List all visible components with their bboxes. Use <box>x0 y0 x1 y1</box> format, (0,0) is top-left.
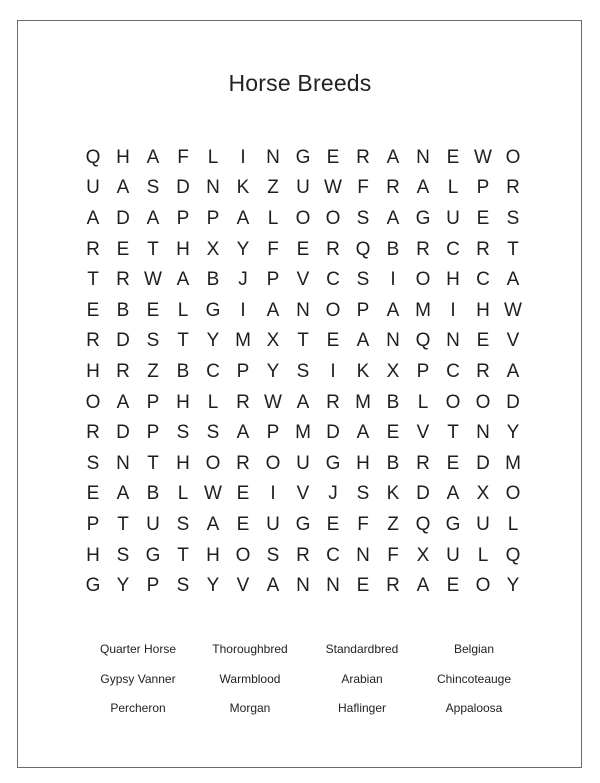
grid-letter: S <box>86 452 100 474</box>
grid-letter: D <box>116 422 130 444</box>
grid-letter: A <box>116 391 130 413</box>
grid-letter: B <box>386 391 400 413</box>
word-list-item: Standardbred <box>325 642 399 656</box>
grid-letter: V <box>416 422 430 444</box>
grid-letter: O <box>415 269 431 291</box>
grid-letter: T <box>87 269 99 291</box>
grid-letter: E <box>146 299 160 321</box>
grid-letter: M <box>235 330 251 352</box>
grid-letter: A <box>116 177 130 199</box>
puzzle-title: Horse Breeds <box>228 70 372 96</box>
grid-letter: Y <box>206 330 220 352</box>
grid-letter: E <box>446 452 460 474</box>
grid-letter: B <box>386 452 400 474</box>
grid-letter: A <box>266 299 280 321</box>
grid-letter: S <box>356 483 370 505</box>
grid-letter: Y <box>116 575 130 597</box>
grid-letter: R <box>326 391 340 413</box>
grid-letter: V <box>506 330 520 352</box>
grid-letter: M <box>295 422 311 444</box>
grid-letter: S <box>176 513 190 535</box>
grid-letter: E <box>446 146 460 168</box>
grid-letter: G <box>85 575 101 597</box>
grid-letter: L <box>207 146 219 168</box>
grid-letter: D <box>506 391 520 413</box>
grid-letter: N <box>476 422 490 444</box>
grid-letter: D <box>416 483 430 505</box>
grid-letter: O <box>205 452 221 474</box>
word-list-item: Chincoteauge <box>436 671 512 686</box>
grid-letter: U <box>296 452 310 474</box>
grid-letter: E <box>386 422 400 444</box>
grid-letter: S <box>146 330 160 352</box>
grid-letter: I <box>240 146 246 168</box>
grid-letter: H <box>86 544 100 566</box>
grid-letter: O <box>475 391 491 413</box>
grid-letter: A <box>446 483 460 505</box>
grid-letter: C <box>446 360 460 382</box>
grid-letter: C <box>476 269 490 291</box>
grid-letter: H <box>176 452 190 474</box>
word-list-item: Haflinger <box>337 701 387 715</box>
grid-letter: F <box>357 513 369 535</box>
grid-letter: E <box>236 513 250 535</box>
grid-letter: R <box>116 269 130 291</box>
grid-letter: R <box>236 452 250 474</box>
grid-letter: E <box>476 330 490 352</box>
grid-letter: D <box>476 452 490 474</box>
grid-letter: R <box>386 575 400 597</box>
grid-letter: L <box>267 207 279 229</box>
grid-letter: Q <box>415 513 431 535</box>
grid-letter: O <box>325 299 341 321</box>
grid-letter: P <box>356 299 370 321</box>
grid-letter: Q <box>415 330 431 352</box>
letter-grid <box>78 142 528 601</box>
grid-letter: A <box>356 330 370 352</box>
word-list-item: Arabian <box>341 671 383 686</box>
grid-letter: F <box>267 238 279 260</box>
grid-letter: M <box>505 452 521 474</box>
grid-letter: W <box>324 177 342 199</box>
grid-letter: L <box>207 391 219 413</box>
grid-letter: P <box>416 360 430 382</box>
word-list <box>82 642 532 731</box>
grid-letter: N <box>386 330 400 352</box>
grid-letter: P <box>86 513 100 535</box>
grid-letter: B <box>386 238 400 260</box>
grid-letter: N <box>266 146 280 168</box>
grid-letter: O <box>505 146 521 168</box>
grid-letter: N <box>296 575 310 597</box>
grid-letter: T <box>147 238 159 260</box>
grid-letter: P <box>266 422 280 444</box>
grid-letter: R <box>326 238 340 260</box>
grid-letter: M <box>415 299 431 321</box>
grid-letter: D <box>176 177 190 199</box>
grid-letter: G <box>295 513 311 535</box>
grid-letter: R <box>476 360 490 382</box>
grid-letter: A <box>176 269 190 291</box>
grid-letter: O <box>325 207 341 229</box>
grid-letter: E <box>326 330 340 352</box>
grid-letter: E <box>446 575 460 597</box>
grid-letter: R <box>86 422 100 444</box>
grid-letter: H <box>446 269 460 291</box>
grid-letter: H <box>116 146 130 168</box>
grid-letter: A <box>416 177 430 199</box>
grid-letter: T <box>117 513 129 535</box>
grid-letter: T <box>447 422 459 444</box>
grid-letter: T <box>147 452 159 474</box>
grid-letter: A <box>506 269 520 291</box>
grid-letter: V <box>296 483 310 505</box>
grid-letter: G <box>145 544 161 566</box>
grid-letter: A <box>356 422 370 444</box>
grid-letter: S <box>356 269 370 291</box>
grid-letter: E <box>86 299 100 321</box>
word-list-item: Belgian <box>453 642 495 656</box>
grid-letter: C <box>206 360 220 382</box>
grid-letter: S <box>176 422 190 444</box>
grid-letter: I <box>270 483 276 505</box>
grid-letter: E <box>326 513 340 535</box>
grid-letter: A <box>266 575 280 597</box>
grid-letter: F <box>177 146 189 168</box>
grid-letter: A <box>116 483 130 505</box>
grid-letter: P <box>206 207 220 229</box>
word-list-item: Gypsy Vanner <box>100 671 176 686</box>
grid-letter: Y <box>506 422 520 444</box>
grid-letter: W <box>204 483 222 505</box>
word-list-item: Thoroughbred <box>212 642 288 656</box>
grid-letter: Y <box>236 238 250 260</box>
grid-letter: I <box>240 299 246 321</box>
grid-letter: X <box>206 238 220 260</box>
grid-letter: T <box>177 330 189 352</box>
grid-letter: Z <box>267 177 279 199</box>
grid-letter: U <box>146 513 160 535</box>
grid-letter: T <box>507 238 519 260</box>
grid-letter: N <box>326 575 340 597</box>
grid-letter: R <box>416 452 430 474</box>
grid-letter: K <box>386 483 400 505</box>
grid-letter: O <box>85 391 101 413</box>
grid-letter: S <box>296 360 310 382</box>
grid-letter: L <box>507 513 519 535</box>
grid-letter: E <box>296 238 310 260</box>
grid-letter: B <box>116 299 130 321</box>
grid-letter: J <box>238 269 248 291</box>
grid-letter: U <box>266 513 280 535</box>
word-list-item: Quarter Horse <box>99 642 177 656</box>
grid-letter: I <box>450 299 456 321</box>
grid-letter: B <box>176 360 190 382</box>
grid-letter: P <box>176 207 190 229</box>
grid-letter: A <box>206 513 220 535</box>
grid-letter: L <box>447 177 459 199</box>
grid-letter: O <box>295 207 311 229</box>
grid-letter: A <box>386 146 400 168</box>
grid-letter: R <box>86 330 100 352</box>
grid-letter: F <box>357 177 369 199</box>
grid-letter: U <box>446 207 460 229</box>
grid-letter: R <box>416 238 430 260</box>
grid-letter: W <box>474 146 492 168</box>
grid-letter: H <box>206 544 220 566</box>
grid-letter: A <box>386 299 400 321</box>
grid-letter: S <box>506 207 520 229</box>
grid-letter: D <box>326 422 340 444</box>
grid-letter: G <box>445 513 461 535</box>
grid-letter: E <box>356 575 370 597</box>
grid-letter: A <box>146 207 160 229</box>
grid-letter: N <box>416 146 430 168</box>
grid-letter: Y <box>266 360 280 382</box>
grid-letter: E <box>326 146 340 168</box>
grid-letter: A <box>236 422 250 444</box>
grid-letter: U <box>446 544 460 566</box>
grid-letter: T <box>297 330 309 352</box>
grid-letter: T <box>177 544 189 566</box>
grid-letter: E <box>86 483 100 505</box>
grid-letter: E <box>116 238 130 260</box>
grid-letter: C <box>446 238 460 260</box>
grid-letter: R <box>236 391 250 413</box>
grid-letter: R <box>506 177 520 199</box>
grid-letter: E <box>236 483 250 505</box>
grid-letter: X <box>476 483 490 505</box>
grid-letter: U <box>86 177 100 199</box>
grid-letter: K <box>356 360 370 382</box>
grid-letter: K <box>236 177 250 199</box>
grid-letter: R <box>476 238 490 260</box>
grid-letter: D <box>116 207 130 229</box>
grid-letter: P <box>266 269 280 291</box>
grid-letter: Q <box>355 238 371 260</box>
grid-letter: W <box>264 391 282 413</box>
grid-letter: Q <box>85 146 101 168</box>
grid-letter: Y <box>506 575 520 597</box>
grid-letter: H <box>86 360 100 382</box>
grid-letter: O <box>505 483 521 505</box>
grid-letter: X <box>386 360 400 382</box>
grid-letter: H <box>176 238 190 260</box>
grid-letter: Y <box>206 575 220 597</box>
grid-letter: L <box>177 299 189 321</box>
grid-letter: V <box>296 269 310 291</box>
grid-letter: R <box>296 544 310 566</box>
grid-letter: O <box>265 452 281 474</box>
grid-letter: A <box>416 575 430 597</box>
grid-letter: G <box>415 207 431 229</box>
grid-letter: H <box>476 299 490 321</box>
grid-letter: R <box>386 177 400 199</box>
grid-letter: S <box>146 177 160 199</box>
grid-letter: X <box>266 330 280 352</box>
word-list-item: Percheron <box>110 701 166 715</box>
grid-letter: A <box>236 207 250 229</box>
grid-letter: B <box>146 483 160 505</box>
grid-letter: I <box>330 360 336 382</box>
grid-letter: V <box>236 575 250 597</box>
grid-letter: L <box>417 391 429 413</box>
grid-letter: N <box>206 177 220 199</box>
grid-letter: P <box>476 177 490 199</box>
grid-letter: W <box>504 299 522 321</box>
grid-letter: G <box>295 146 311 168</box>
grid-letter: O <box>235 544 251 566</box>
grid-letter: S <box>176 575 190 597</box>
grid-letter: N <box>446 330 460 352</box>
grid-letter: E <box>476 207 490 229</box>
grid-letter: N <box>116 452 130 474</box>
grid-letter: S <box>356 207 370 229</box>
grid-letter: B <box>206 269 220 291</box>
grid-letter: A <box>146 146 160 168</box>
grid-letter: L <box>477 544 489 566</box>
grid-letter: G <box>205 299 221 321</box>
grid-letter: L <box>177 483 189 505</box>
grid-letter: C <box>326 269 340 291</box>
grid-letter: P <box>146 575 160 597</box>
grid-letter: H <box>176 391 190 413</box>
grid-letter: U <box>296 177 310 199</box>
grid-letter: O <box>445 391 461 413</box>
grid-letter: U <box>476 513 490 535</box>
grid-letter: R <box>116 360 130 382</box>
grid-letter: F <box>387 544 399 566</box>
word-list-item: Morgan <box>229 701 271 715</box>
grid-letter: M <box>355 391 371 413</box>
grid-letter: I <box>390 269 396 291</box>
grid-letter: Q <box>505 544 521 566</box>
grid-letter: P <box>146 391 160 413</box>
grid-letter: D <box>116 330 130 352</box>
grid-letter: A <box>386 207 400 229</box>
grid-letter: J <box>328 483 338 505</box>
grid-letter: P <box>236 360 250 382</box>
grid-letter: S <box>266 544 280 566</box>
grid-letter: C <box>326 544 340 566</box>
grid-letter: S <box>116 544 130 566</box>
word-list-item: Warmblood <box>219 671 281 686</box>
grid-letter: N <box>356 544 370 566</box>
grid-letter: W <box>144 269 162 291</box>
grid-letter: Z <box>387 513 399 535</box>
grid-letter: S <box>206 422 220 444</box>
grid-letter: N <box>296 299 310 321</box>
grid-letter: P <box>146 422 160 444</box>
grid-letter: H <box>356 452 370 474</box>
grid-letter: A <box>86 207 100 229</box>
grid-letter: R <box>356 146 370 168</box>
grid-letter: O <box>475 575 491 597</box>
word-list-item: Appaloosa <box>445 701 503 715</box>
grid-letter: R <box>86 238 100 260</box>
grid-letter: X <box>416 544 430 566</box>
grid-letter: Z <box>147 360 159 382</box>
grid-letter: A <box>296 391 310 413</box>
grid-letter: A <box>506 360 520 382</box>
grid-letter: G <box>325 452 341 474</box>
